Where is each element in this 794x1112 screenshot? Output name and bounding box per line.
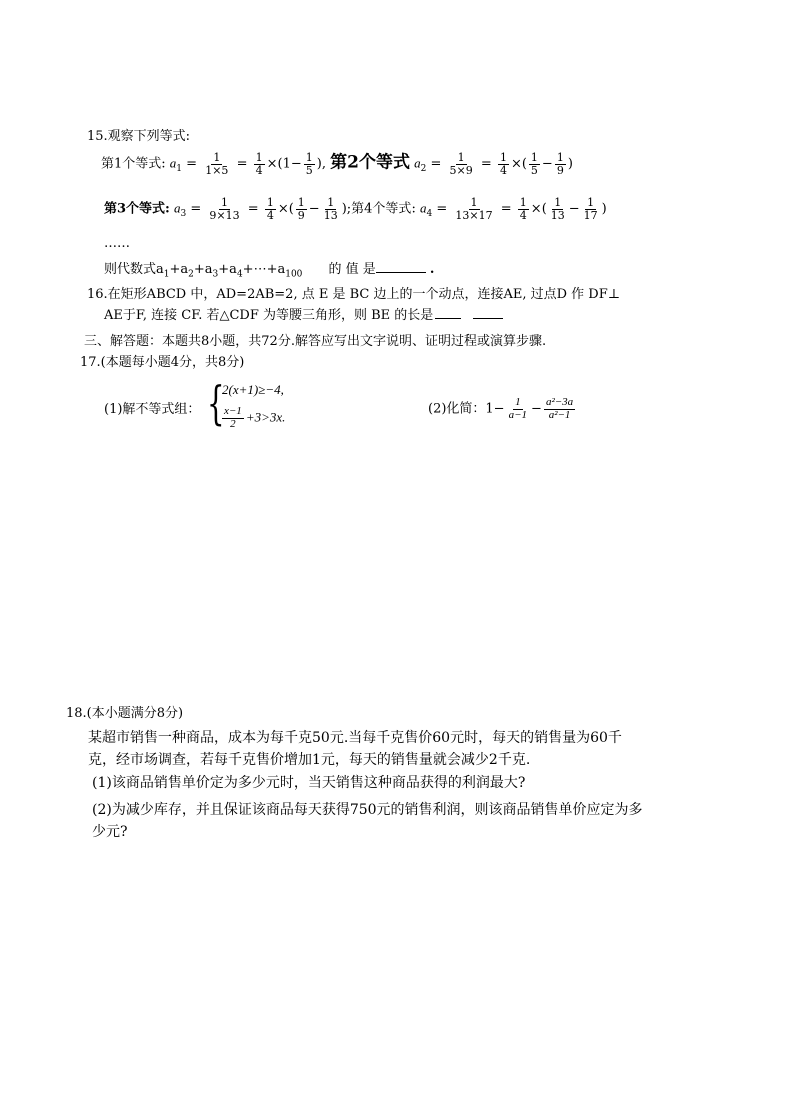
eq3-minus: − xyxy=(308,201,320,217)
eq4-colon: : xyxy=(411,201,416,217)
q18-part1: (1)该商品销售单价定为多少元时，当天销售这种商品获得的利润最大? xyxy=(92,775,526,791)
q17-part1-label: (1)解不等式组： xyxy=(104,402,201,417)
eq3-frac2: $\frac{1}{4}$ xyxy=(266,196,274,222)
term-sub-1: 1 xyxy=(163,269,170,280)
eq1-times: ×(1− xyxy=(266,156,302,172)
term-sub-100: 100 xyxy=(285,269,303,280)
ineq2-rest: +3>3x. xyxy=(245,409,286,425)
q15-equation-1 xyxy=(101,152,573,176)
eq4-eq2: = xyxy=(500,201,512,217)
eq4-times: ×( xyxy=(530,201,547,217)
eq4-label: 第4个等式 xyxy=(351,201,412,217)
ineq2-frac: $\frac{x-1}{2}$ xyxy=(224,405,242,430)
final-period: . xyxy=(429,262,435,277)
eq2-frac1: $\frac{1}{5\times 9}$ xyxy=(449,151,473,177)
eq3-eq: = xyxy=(190,201,202,217)
eq3-label: 第3个等式: xyxy=(104,201,170,217)
eq1-sub: 1 xyxy=(176,164,183,175)
eq2-var: a xyxy=(414,155,421,171)
eq1-eq: = xyxy=(186,156,198,172)
answer-blank xyxy=(376,260,426,273)
final-suffix: 的 值 是 xyxy=(328,262,376,277)
q15-equation-2 xyxy=(104,197,607,221)
eq4-frac2: $\frac{1}{4}$ xyxy=(519,196,527,222)
eq2-times: ×( xyxy=(510,156,527,172)
eq2-eq: = xyxy=(430,156,442,172)
eq4-var: a xyxy=(419,200,427,216)
term-plus-4: +a xyxy=(218,262,237,277)
eq1-frac2: $\frac{1}{4}$ xyxy=(255,151,263,177)
q18-header: 18.(本小题满分8分) xyxy=(66,706,184,721)
eq2-frac2: $\frac{1}{4}$ xyxy=(499,151,507,177)
inequality-1: 2(x+1)≥−4, xyxy=(222,382,284,397)
eq1-sep: , xyxy=(321,156,326,172)
eq1-eq2: = xyxy=(236,156,248,172)
q18-line2: 克，经市场调查，若每千克售价增加1元，每天的销售量就会减少2千克. xyxy=(88,752,531,768)
eq2-label: 第2个等式 xyxy=(330,152,410,173)
q16-line2 xyxy=(104,306,503,324)
q15-header: 15.观察下列等式: xyxy=(87,129,191,144)
eq3-close: ); xyxy=(341,201,352,217)
p2-minus: − xyxy=(531,401,542,417)
eq3-var: a xyxy=(174,200,181,216)
eq1-close: ) xyxy=(316,156,322,172)
eq4-frac1: $\frac{1}{13\times 17}$ xyxy=(455,196,493,222)
p2-frac2: $\frac{\text{a²−3a}}{\text{a²−1}}$ xyxy=(545,396,574,421)
eq4-close: ) xyxy=(601,201,607,217)
p2-frac1: $\frac{1}{a-1}$ xyxy=(508,396,528,421)
q15-final-line xyxy=(104,260,434,280)
term-plus-3: +a xyxy=(193,262,213,277)
term-sub-4: 4 xyxy=(236,269,243,280)
term-sub-2: 2 xyxy=(188,269,194,280)
term-plus-2: +a xyxy=(169,262,189,277)
eq2-minus: − xyxy=(541,156,553,172)
eq3-frac4: $\frac{1}{13}$ xyxy=(323,196,338,222)
eq3-times: ×( xyxy=(277,201,294,217)
system-brace: { xyxy=(207,376,225,430)
q16-line1: 16.在矩形ABCD 中，AD=2AB=2, 点 E 是 BC 边上的一个动点，连接AE, 过点D 作 DF⊥ xyxy=(87,287,620,302)
q15-ellipsis: …… xyxy=(104,236,130,251)
q18-line1: 某超市销售一种商品，成本为每千克50元.当每千克售价60元时，每天的销售量为60千 xyxy=(88,730,622,746)
eq3-eq2: = xyxy=(247,201,259,217)
q17-part2 xyxy=(428,397,577,421)
eq2-eq2: = xyxy=(480,156,492,172)
eq1-label: 第1个等式: xyxy=(101,156,166,172)
eq2-frac4: $\frac{1}{9}$ xyxy=(556,151,564,177)
eq4-frac4: $\frac{1}{17}$ xyxy=(583,196,598,222)
eq2-close: ) xyxy=(567,156,573,172)
q17-part2-label: (2)化简：1− xyxy=(428,401,505,417)
eq3-sub: 3 xyxy=(180,209,187,220)
term-plus-100: +⋯+a xyxy=(242,262,286,277)
q18-part2-line2: 少元? xyxy=(92,824,128,840)
eq3-frac3: $\frac{1}{9}$ xyxy=(297,196,305,222)
eq4-frac3: $\frac{1}{13}$ xyxy=(550,196,565,222)
inequality-2 xyxy=(220,406,285,430)
q16-blank-1 xyxy=(435,306,461,319)
q18-part2-line1: (2)为减少库存，并且保证该商品每天获得750元的销售利润，则该商品销售单价应定为多 xyxy=(92,802,643,818)
eq2-frac3: $\frac{1}{5}$ xyxy=(530,151,538,177)
eq4-eq: = xyxy=(436,201,448,217)
eq3-frac1: $\frac{1}{9\times 13}$ xyxy=(209,196,240,222)
term-sub-3: 3 xyxy=(212,269,219,280)
q16-line2-text: AE于F, 连接 CF. 若△CDF 为等腰三角形，则 BE 的长是 xyxy=(104,308,434,323)
final-prefix: 则代数式a xyxy=(104,262,164,277)
q16-blank-2 xyxy=(473,306,503,319)
section-3-heading: 三、解答题：本题共8小题，共72分.解答应写出文字说明、证明过程或演算步骤. xyxy=(84,334,547,349)
eq1-frac1: $\frac{1}{1\times 5}$ xyxy=(205,151,229,177)
eq1-var: a xyxy=(169,155,177,171)
eq4-minus: − xyxy=(568,201,580,217)
eq4-sub: 4 xyxy=(426,209,433,220)
eq1-frac3: $\frac{1}{5}$ xyxy=(305,151,313,177)
q17-header: 17.(本题每小题4分，共8分) xyxy=(80,355,245,370)
eq2-sub: 2 xyxy=(420,164,427,175)
